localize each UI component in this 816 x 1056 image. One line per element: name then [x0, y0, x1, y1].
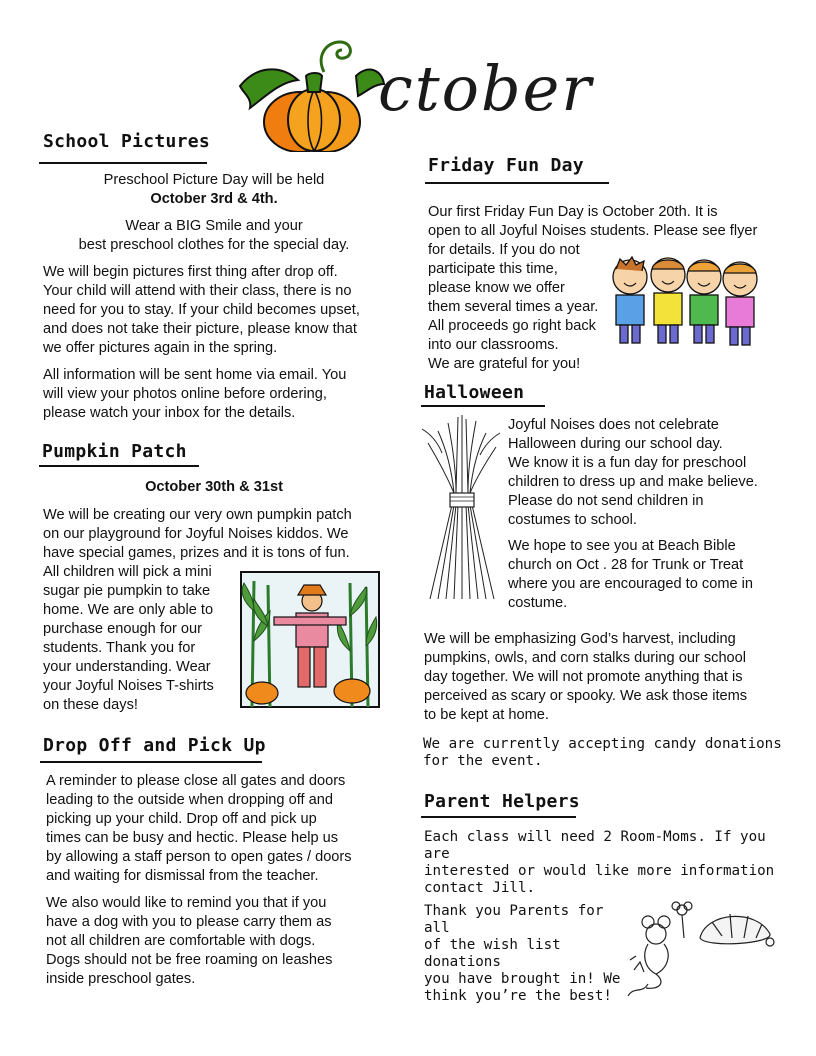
photos-email-paragraph: [43, 366, 388, 423]
text-line: leading to the outside when dropping off and: [46, 792, 333, 808]
corn-stalk-illustration: [418, 413, 504, 603]
text-line: picking up your child. Drop off and pick up: [46, 811, 317, 827]
text-line: on these days!: [43, 697, 138, 713]
pumpkin-patch-heading: Pumpkin Patch: [42, 441, 187, 462]
text-line: need for you to stay. If your child becomes upset,: [43, 302, 360, 318]
text-line: We hope to see you at Beach Bible: [508, 538, 736, 554]
text-line: on our playground for Joyful Noises kiddos. We: [43, 526, 349, 542]
text-line: purchase enough for our: [43, 621, 203, 637]
text-line: for details. If you do not: [428, 242, 580, 258]
text-line: Joyful Noises does not celebrate: [508, 417, 719, 433]
halloween-paragraph: [508, 416, 770, 530]
text-line: We know it is a fun day for preschool: [508, 455, 747, 471]
heading-underline: [425, 182, 609, 184]
mouse-turtle-illustration: [626, 898, 776, 998]
heading-underline: [421, 816, 576, 818]
text-line: open to all Joyful Noises students. Please see flyer: [428, 223, 758, 239]
text-line: Halloween during our school day.: [508, 436, 723, 452]
text-line: Our first Friday Fun Day is October 20th. It is: [428, 204, 718, 220]
text-line: please know we offer: [428, 280, 565, 296]
halloween-heading: Halloween: [424, 382, 525, 403]
dog-paragraph: [46, 894, 386, 989]
text-line: inside preschool gates.: [46, 971, 196, 987]
text-line: where you are encouraged to come in: [508, 576, 754, 592]
text-line: Dogs should not be free roaming on leashes: [46, 952, 333, 968]
text-line: participate this time,: [428, 261, 558, 277]
thank-you-paragraph: [424, 903, 624, 1005]
text-line: we offer pictures again in the spring.: [43, 340, 278, 356]
text-line: All proceeds go right back: [428, 318, 596, 334]
text-line: students. Thank you for: [43, 640, 196, 656]
text-line: All information will be sent home via email. You: [43, 367, 347, 383]
text-line: times can be busy and hectic. Please help us: [46, 830, 339, 846]
text-line: contact Jill.: [424, 880, 536, 896]
candy-donations-note: [423, 736, 783, 770]
text-line: you have brought in! We: [424, 971, 621, 987]
text-line: Your child will attend with their class, there is no: [43, 283, 352, 299]
text-line: have a dog with you to please carry them as: [46, 914, 332, 930]
text-line: home. We are only able to: [43, 602, 214, 618]
picture-day-paragraph: [43, 263, 388, 358]
text-line: and does not take their picture, please know that: [43, 321, 357, 337]
pumpkin-patch-dates: October 30th & 31st: [145, 479, 283, 495]
text-line: church on Oct . 28 for Trunk or Treat: [508, 557, 744, 573]
heading-underline: [40, 761, 262, 763]
harvest-paragraph: [424, 630, 774, 725]
text-line: best preschool clothes for the special day.: [78, 237, 350, 253]
text-line: your understanding. Wear: [43, 659, 211, 675]
text-line: We also would like to remind you that if you: [46, 895, 327, 911]
trunk-or-treat-paragraph: [508, 537, 770, 613]
drop-off-heading: Drop Off and Pick Up: [43, 735, 266, 756]
text-line: interested or would like more information: [424, 863, 775, 879]
picture-day-dates: October 3rd & 4th.: [150, 191, 278, 207]
text-line: We are currently accepting candy donations: [423, 736, 782, 752]
parent-helpers-heading: Parent Helpers: [424, 791, 580, 812]
pumpkin-illustration: [236, 36, 386, 152]
drop-off-paragraph: [46, 772, 386, 886]
text-line: by allowing a staff person to open gates / doors: [46, 849, 352, 865]
scarecrow-illustration: [240, 571, 380, 708]
text-line: to be kept at home.: [424, 707, 549, 723]
text-line: Each class will need 2 Room-Moms. If you are: [424, 829, 766, 862]
heading-underline: [421, 405, 545, 407]
text-line: Thank you Parents for all: [424, 903, 604, 936]
text-line: of the wish list donations: [424, 937, 561, 970]
title-text: ctober: [378, 52, 593, 125]
text-line: children to dress up and make believe.: [508, 474, 758, 490]
text-line: your Joyful Noises T-shirts: [43, 678, 214, 694]
school-pictures-heading: School Pictures: [43, 131, 211, 152]
text-line: perceived as scary or spooky. We ask those items: [424, 688, 748, 704]
text-line: costume.: [508, 595, 568, 611]
text-line: pumpkins, owls, and corn stalks during our school: [424, 650, 747, 666]
picture-day-announcement: [40, 171, 388, 209]
text-line: Please do not send children in: [508, 493, 704, 509]
text-line: We will be creating our very own pumpkin patch: [43, 507, 352, 523]
heading-underline: [39, 465, 199, 467]
friday-fun-day-heading: Friday Fun Day: [428, 155, 584, 176]
text-line: think you’re the best!: [424, 988, 612, 1004]
room-moms-paragraph: [424, 829, 784, 897]
text-line: costumes to school.: [508, 512, 637, 528]
text-line: will view your photos online before ordering,: [43, 386, 327, 402]
text-line: We are grateful for you!: [428, 356, 581, 372]
text-line: Wear a BIG Smile and your: [125, 218, 303, 234]
text-line: A reminder to please close all gates and doors: [46, 773, 346, 789]
text-line: day together. We will not promote anything that is: [424, 669, 743, 685]
kids-illustration: [604, 255, 762, 351]
picture-day-tip: [40, 217, 388, 255]
text-line: We will begin pictures first thing after drop off.: [43, 264, 338, 280]
text-line: and waiting for dismissal from the teacher.: [46, 868, 319, 884]
text-line: not all children are comfortable with dogs.: [46, 933, 316, 949]
text-line: into our classrooms.: [428, 337, 559, 353]
text-line: please watch your inbox for the details.: [43, 405, 296, 421]
text-line: All children will pick a mini: [43, 564, 212, 580]
text-line: We will be emphasizing God’s harvest, including: [424, 631, 736, 647]
text-line: have special games, prizes and it is tons of fun.: [43, 545, 350, 561]
text-line: for the event.: [423, 753, 543, 769]
text-line: them several times a year.: [428, 299, 599, 315]
heading-underline: [39, 162, 207, 164]
picture-day-line: Preschool Picture Day will be held: [103, 172, 325, 188]
text-line: sugar pie pumpkin to take: [43, 583, 211, 599]
